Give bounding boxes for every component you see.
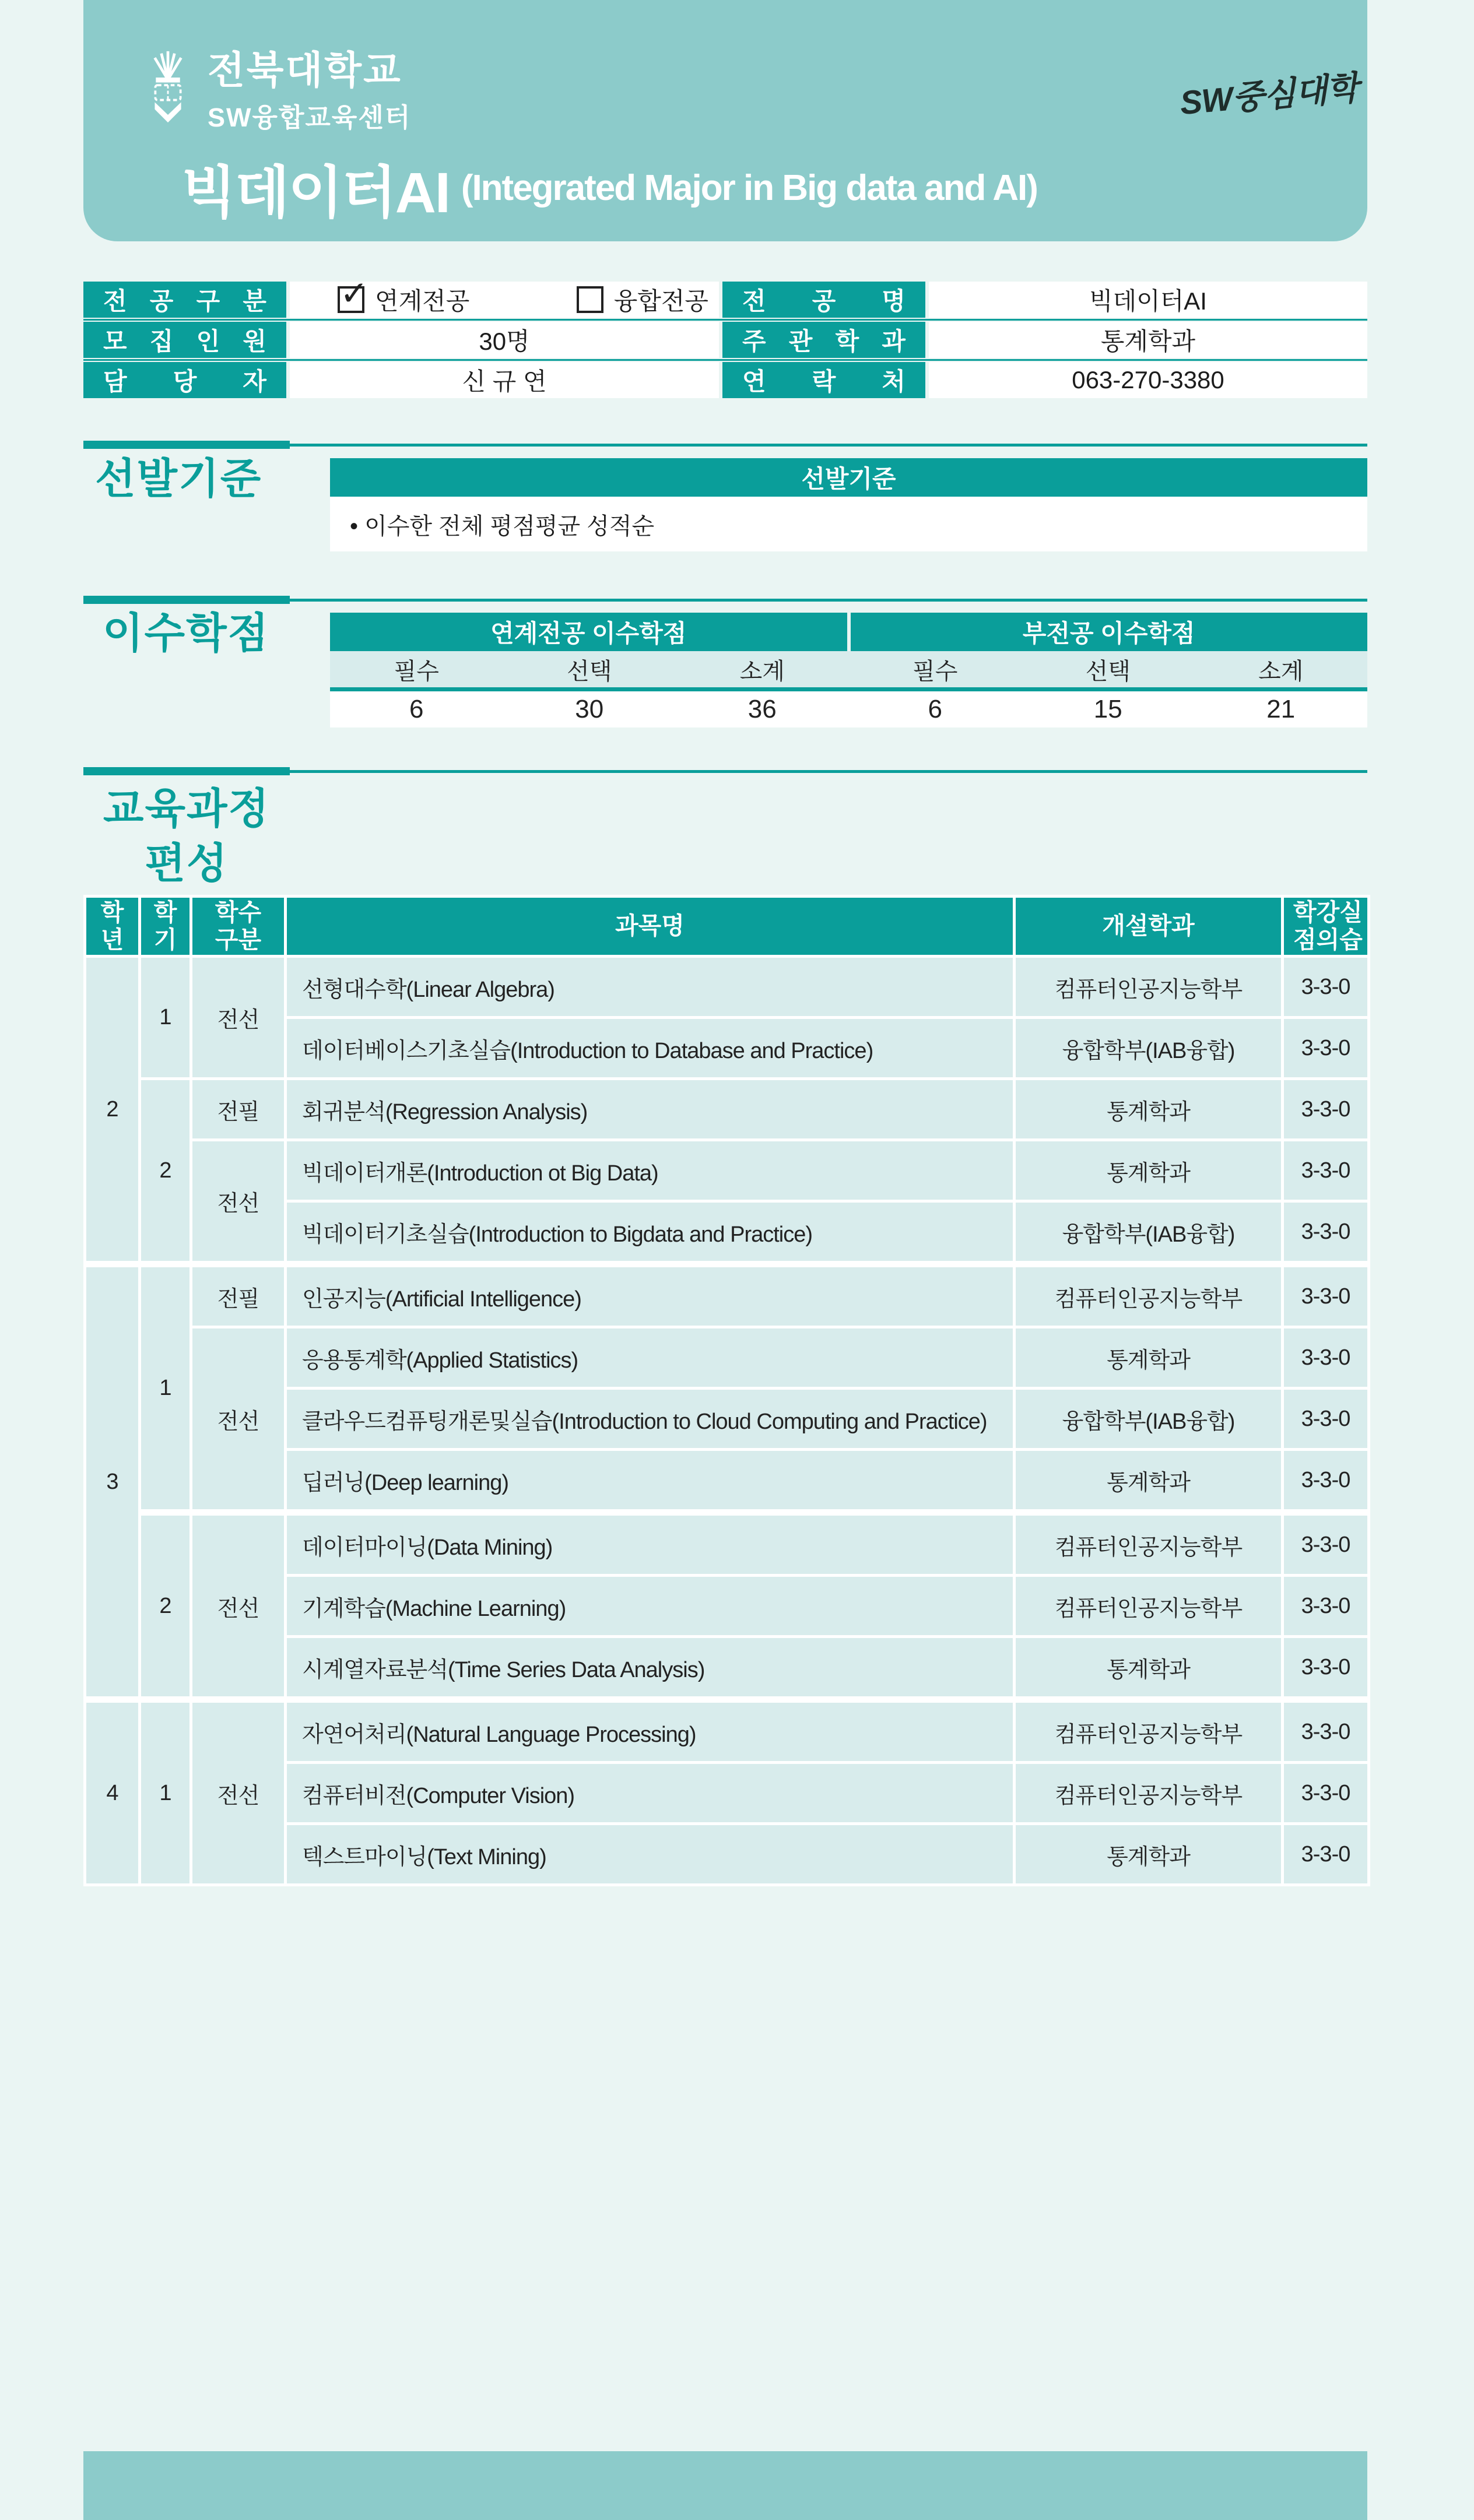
credits-sub-header: 선택 xyxy=(567,658,612,684)
course-semester-cell: 2 xyxy=(140,1513,191,1700)
info-value-phone: 063-270-3380 xyxy=(929,362,1367,398)
info-label-managing-dept: 주 관 학 과 xyxy=(722,322,925,358)
selection-criteria-text: • 이수한 전체 평점평균 성적순 xyxy=(330,497,1367,551)
page-title xyxy=(181,147,1037,229)
credits-rule xyxy=(330,687,1367,691)
course-year-cell: 2 xyxy=(85,957,140,1264)
course-type-cell: 전선 xyxy=(191,1513,286,1700)
course-row xyxy=(85,1079,1369,1140)
credits-sub-header: 필수 xyxy=(913,658,958,684)
selection-criteria-table xyxy=(330,458,1367,551)
course-credit-cell: 3-3-0 xyxy=(1283,1018,1369,1079)
credits-table xyxy=(330,613,1367,727)
course-credit-cell: 3-3-0 xyxy=(1283,957,1369,1018)
course-dept-cell: 컴퓨터인공지능학부 xyxy=(1015,957,1283,1018)
curriculum-header-row xyxy=(85,897,1369,957)
course-credit-cell: 3-3-0 xyxy=(1283,1576,1369,1637)
credits-sub-headers xyxy=(330,651,1367,687)
course-credit-cell: 3-3-0 xyxy=(1283,1201,1369,1264)
course-dept-cell: 융합학부(IAB융합) xyxy=(1015,1389,1283,1450)
course-dept-cell: 컴퓨터인공지능학부 xyxy=(1015,1576,1283,1637)
selection-table-header: 선발기준 xyxy=(330,458,1367,497)
sw-university-stamp: SW중심대학 xyxy=(1178,69,1360,122)
course-semester-cell: 1 xyxy=(140,1264,191,1513)
info-value-major-name: 빅데이터AI xyxy=(929,282,1367,318)
course-credit-cell: 3-3-0 xyxy=(1283,1700,1369,1763)
course-credit-cell: 3-3-0 xyxy=(1283,1513,1369,1576)
curriculum-column-header: 학년 xyxy=(85,897,140,957)
course-name-cell: 인공지능(Artificial Intelligence) xyxy=(286,1264,1015,1327)
info-label-quota: 모 집 인 원 xyxy=(83,322,286,358)
footer-band xyxy=(83,2451,1367,2520)
course-dept-cell: 통계학과 xyxy=(1015,1079,1283,1140)
course-row xyxy=(85,957,1369,1018)
course-dept-cell: 컴퓨터인공지능학부 xyxy=(1015,1513,1283,1576)
info-value-quota: 30명 xyxy=(290,322,719,358)
info-label-major-name: 전 공 명 xyxy=(722,282,925,318)
curriculum-table xyxy=(83,895,1370,1886)
info-label-contact-person: 담 당 자 xyxy=(83,362,286,398)
course-dept-cell: 통계학과 xyxy=(1015,1450,1283,1513)
center-name: SW융합교육센터 xyxy=(208,103,412,133)
university-name: 전북대학교 xyxy=(208,48,402,92)
credits-group-header: 부전공 이수학점 xyxy=(851,613,1368,651)
course-row xyxy=(85,1513,1369,1576)
course-credit-cell: 3-3-0 xyxy=(1283,1637,1369,1700)
credits-group-header: 연계전공 이수학점 xyxy=(330,613,847,651)
course-credit-cell: 3-3-0 xyxy=(1283,1389,1369,1450)
course-semester-cell: 2 xyxy=(140,1079,191,1264)
course-type-cell: 전필 xyxy=(191,1264,286,1327)
course-year-cell: 4 xyxy=(85,1700,140,1885)
info-row-contact-person xyxy=(83,362,1367,398)
course-credit-cell: 3-3-0 xyxy=(1283,1140,1369,1201)
course-dept-cell: 통계학과 xyxy=(1015,1637,1283,1700)
checkbox-linked-major xyxy=(338,275,470,317)
curriculum-column-header: 학수 구분 xyxy=(191,897,286,957)
course-name-cell: 빅데이터기초실습(Introduction to Bigdata and Practice) xyxy=(286,1201,1015,1264)
page-title-english: (Integrated Major in Big data and AI) xyxy=(461,167,1037,208)
curriculum-body xyxy=(85,957,1369,1885)
course-credit-cell: 3-3-0 xyxy=(1283,1450,1369,1513)
credits-sub-header: 소계 xyxy=(739,658,785,684)
course-credit-cell: 3-3-0 xyxy=(1283,1264,1369,1327)
credits-value: 6 xyxy=(928,695,942,723)
course-credit-cell: 3-3-0 xyxy=(1283,1327,1369,1389)
course-credit-cell: 3-3-0 xyxy=(1283,1763,1369,1824)
major-type-options xyxy=(290,275,719,317)
check-mark-icon: ✓ xyxy=(340,275,368,312)
credits-values xyxy=(330,691,1367,727)
course-dept-cell: 융합학부(IAB융합) xyxy=(1015,1201,1283,1264)
credits-value: 6 xyxy=(409,695,424,723)
unchecked-checkbox-icon xyxy=(577,286,603,313)
course-name-cell: 데이터마이닝(Data Mining) xyxy=(286,1513,1015,1576)
course-dept-cell: 통계학과 xyxy=(1015,1824,1283,1885)
course-dept-cell: 통계학과 xyxy=(1015,1327,1283,1389)
course-dept-cell: 컴퓨터인공지능학부 xyxy=(1015,1763,1283,1824)
course-type-cell: 전선 xyxy=(191,1700,286,1885)
course-credit-cell: 3-3-0 xyxy=(1283,1079,1369,1140)
course-type-cell: 전필 xyxy=(191,1079,286,1140)
curriculum-column-header: 학기 xyxy=(140,897,191,957)
course-name-cell: 클라우드컴퓨팅개론및실습(Introduction to Cloud Computing and Practice) xyxy=(286,1389,1015,1450)
info-value-contact-person: 신 규 연 xyxy=(290,362,719,398)
program-info-table xyxy=(83,275,1367,398)
checkbox-convergence-major xyxy=(577,282,708,317)
curriculum-column-header: 개설학과 xyxy=(1015,897,1283,957)
page-title-korean: 빅데이터AI xyxy=(181,161,450,224)
course-dept-cell: 컴퓨터인공지능학부 xyxy=(1015,1700,1283,1763)
course-name-cell: 시계열자료분석(Time Series Data Analysis) xyxy=(286,1637,1015,1700)
course-credit-cell: 3-3-0 xyxy=(1283,1824,1369,1885)
course-dept-cell: 융합학부(IAB융합) xyxy=(1015,1018,1283,1079)
course-name-cell: 자연어처리(Natural Language Processing) xyxy=(286,1700,1015,1763)
university-crest-icon xyxy=(146,50,190,124)
credits-sub-header: 선택 xyxy=(1085,658,1131,684)
course-semester-cell: 1 xyxy=(140,1700,191,1885)
credits-value: 15 xyxy=(1093,695,1122,723)
curriculum-title-line2: 편성 xyxy=(145,840,229,887)
hero-banner xyxy=(83,0,1367,241)
course-year-cell: 3 xyxy=(85,1264,140,1700)
credits-value: 30 xyxy=(575,695,604,723)
course-name-cell: 데이터베이스기초실습(Introduction to Database and Practice) xyxy=(286,1018,1015,1079)
info-row-major-type xyxy=(83,275,1367,318)
info-value-major-type xyxy=(290,275,719,318)
section-marker xyxy=(83,767,290,775)
info-label-major-type: 전 공 구 분 xyxy=(83,282,286,318)
course-dept-cell: 통계학과 xyxy=(1015,1140,1283,1201)
course-name-cell: 회귀분석(Regression Analysis) xyxy=(286,1079,1015,1140)
course-type-cell: 전선 xyxy=(191,1327,286,1513)
course-row xyxy=(85,1327,1369,1389)
row-divider xyxy=(83,319,1367,321)
course-dept-cell: 컴퓨터인공지능학부 xyxy=(1015,1264,1283,1327)
university-brand xyxy=(146,50,411,134)
section-marker xyxy=(83,441,290,449)
credits-value: 36 xyxy=(747,695,777,723)
course-name-cell: 기계학습(Machine Learning) xyxy=(286,1576,1015,1637)
curriculum-column-header: 과목명 xyxy=(286,897,1015,957)
checked-checkbox-icon xyxy=(338,275,368,313)
checkbox-label: 융합전공 xyxy=(613,287,708,315)
course-name-cell: 선형대수학(Linear Algebra) xyxy=(286,957,1015,1018)
course-type-cell: 전선 xyxy=(191,957,286,1079)
course-name-cell: 컴퓨터비전(Computer Vision) xyxy=(286,1763,1015,1824)
curriculum-title-line1: 교육과정 xyxy=(103,786,271,832)
info-row-quota xyxy=(83,322,1367,358)
info-label-phone: 연 락 처 xyxy=(722,362,925,398)
course-row xyxy=(85,1700,1369,1763)
row-divider xyxy=(83,359,1367,361)
course-name-cell: 빅데이터개론(Introduction ot Big Data) xyxy=(286,1140,1015,1201)
credits-group-headers xyxy=(330,613,1367,651)
course-name-cell: 응용통계학(Applied Statistics) xyxy=(286,1327,1015,1389)
curriculum-section-title xyxy=(83,782,290,891)
credits-value: 21 xyxy=(1266,695,1296,723)
selection-section-title: 선발기준 xyxy=(95,456,262,502)
course-name-cell: 딥러닝(Deep learning) xyxy=(286,1450,1015,1513)
course-name-cell: 텍스트마이닝(Text Mining) xyxy=(286,1824,1015,1885)
section-marker xyxy=(83,596,290,604)
credits-sub-header: 필수 xyxy=(394,658,439,684)
course-type-cell: 전선 xyxy=(191,1140,286,1264)
credits-section-title: 이수학점 xyxy=(103,610,270,657)
credits-sub-header: 소계 xyxy=(1258,658,1304,684)
info-value-managing-dept: 통계학과 xyxy=(929,322,1367,358)
checkbox-label: 연계전공 xyxy=(375,287,470,315)
course-row xyxy=(85,1140,1369,1201)
course-semester-cell: 1 xyxy=(140,957,191,1079)
brand-text xyxy=(208,50,411,134)
curriculum-column-header: 학 강 실 점 의 습 xyxy=(1283,897,1369,957)
course-row xyxy=(85,1264,1369,1327)
